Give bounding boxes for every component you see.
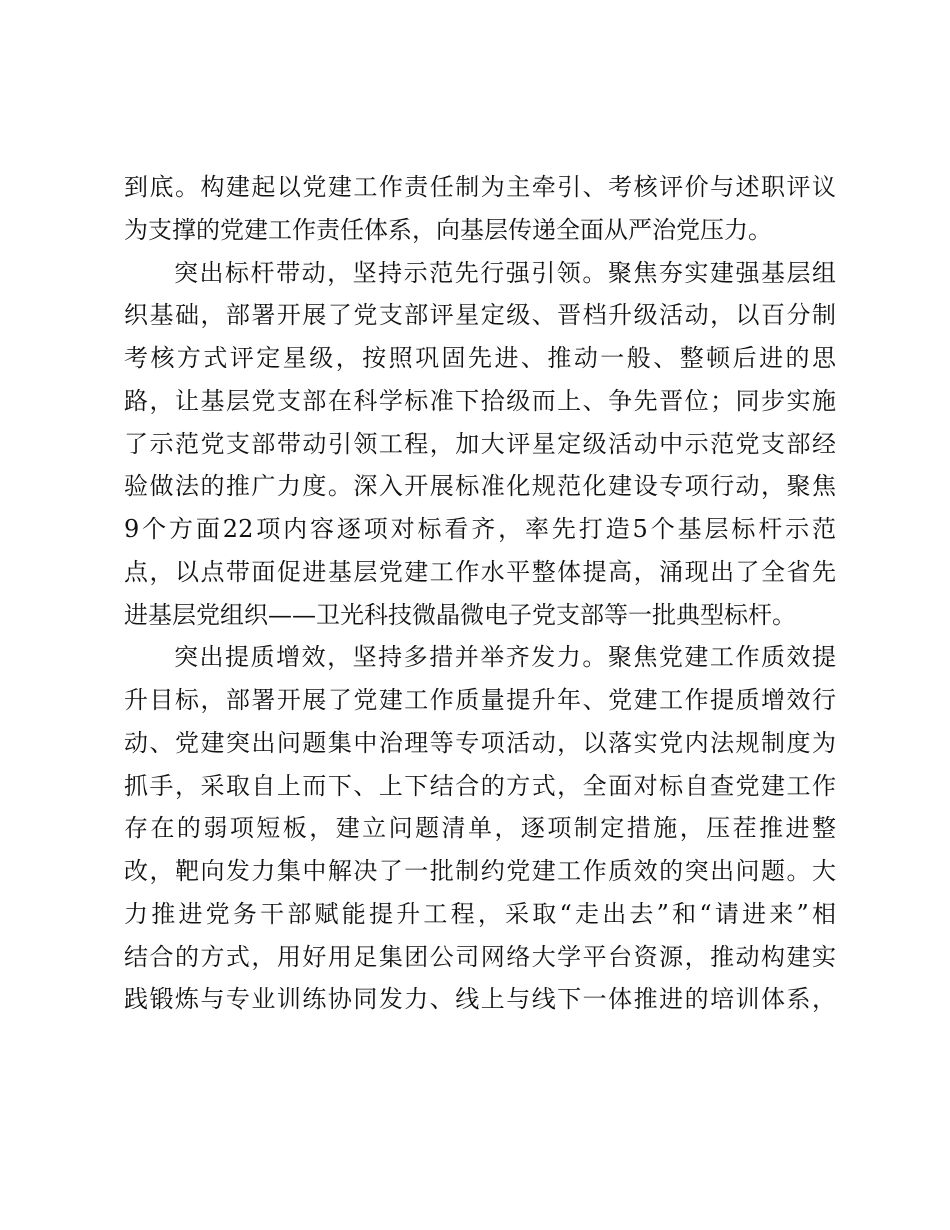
text-line-14: 动、党建突出问题集中治理等专项活动，以落实党内法规制度为 bbox=[124, 728, 836, 757]
text-line-5: 考核方式评定星级，按照巩固先进、推动一般、整顿后进的思 bbox=[124, 344, 836, 372]
text-line-8: 验做法的推广力度。深入开展标准化规范化建设专项行动，聚焦 bbox=[124, 472, 836, 501]
text-line-11: 进基层党组织——卫光科技微晶微电子党支部等一批典型标杆。 bbox=[124, 600, 796, 629]
text-line-13: 升目标，部署开展了党建工作质量提升年、党建工作提质增效行 bbox=[124, 686, 836, 714]
text-line-9: 9个方面22项内容逐项对标看齐，率先打造5个基层标杆示范 bbox=[124, 515, 836, 543]
text-line-16: 存在的弱项短板，建立问题清单，逐项制定措施，压茬推进整 bbox=[124, 814, 836, 843]
text-line-1: 到底。构建起以党建工作责任制为主牵引、考核评价与述职评议 bbox=[124, 173, 836, 201]
paragraph-start-line-12: 突出提质增效，坚持多措并举齐发力。聚焦党建工作质效提 bbox=[174, 643, 836, 672]
text-line-19: 结合的方式，用好用足集团公司网络大学平台资源，推动构建实 bbox=[124, 942, 836, 971]
text-line-20: 践锻炼与专业训练协同发力、线上与线下一体推进的培训体系， bbox=[124, 985, 836, 1014]
text-line-17: 改，靶向发力集中解决了一批制约党建工作质效的突出问题。大 bbox=[124, 857, 836, 885]
body-text bbox=[124, 166, 836, 1021]
text-line-18: 力推进党务干部赋能提升工程，采取“走出去”和“请进来”相 bbox=[124, 899, 836, 928]
text-line-10: 点，以点带面促进基层党建工作水平整体提高，涌现出了全省先 bbox=[124, 557, 836, 586]
text-line-6: 路，让基层党支部在科学标准下拾级而上、争先晋位；同步实施 bbox=[124, 386, 836, 415]
text-line-7: 了示范党支部带动引领工程，加大评星定级活动中示范党支部经 bbox=[124, 429, 836, 458]
text-line-4: 织基础，部署开展了党支部评星定级、晋档升级活动，以百分制 bbox=[124, 301, 836, 330]
text-line-15: 抓手，采取自上而下、上下结合的方式，全面对标自查党建工作 bbox=[124, 771, 836, 800]
paragraph-start-line-3: 突出标杆带动，坚持示范先行强引领。聚焦夯实建强基层组 bbox=[174, 258, 836, 287]
text-line-2: 为支撑的党建工作责任体系，向基层传递全面从严治党压力。 bbox=[124, 215, 772, 244]
